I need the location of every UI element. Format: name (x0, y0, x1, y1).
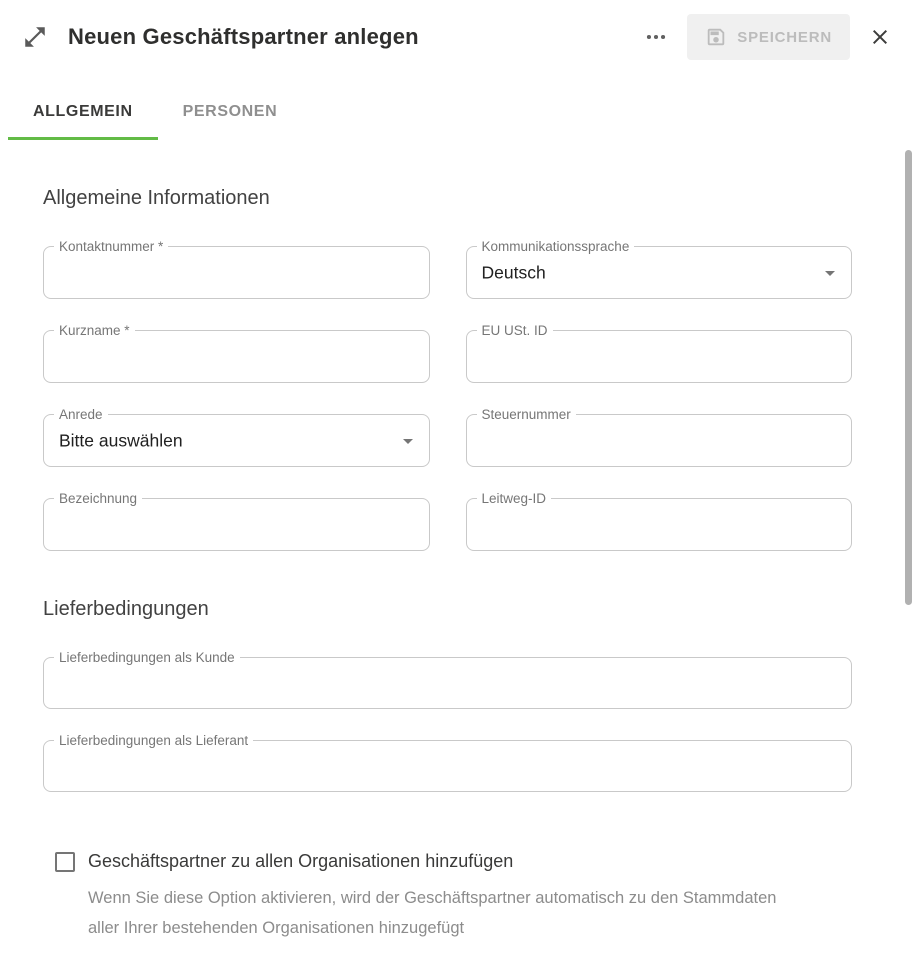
more-options-button[interactable] (639, 20, 673, 54)
add-to-all-organisations-label: Geschäftspartner zu allen Organisationen hinzufügen (88, 851, 514, 871)
bezeichnung-field (43, 491, 430, 551)
leitweg-id-label: Leitweg-ID (477, 490, 552, 507)
tab-personen[interactable]: PERSONEN (158, 88, 303, 140)
open-in-full-icon (22, 24, 48, 50)
expand-dialog-button[interactable] (18, 20, 52, 54)
close-x-icon (868, 25, 892, 49)
page-title: Neuen Geschäftspartner anlegen (68, 24, 419, 49)
caret-down-icon (403, 439, 413, 444)
caret-down-icon (825, 271, 835, 276)
anrede-select[interactable] (43, 407, 430, 467)
kommunikationssprache-value: Deutsch (481, 262, 546, 282)
dialog-content (0, 187, 916, 943)
general-form-grid (43, 239, 852, 551)
eu-ust-id-field (466, 323, 853, 383)
add-to-all-organisations-checkbox-row[interactable] (43, 851, 852, 872)
close-dialog-button[interactable] (864, 21, 896, 53)
leitweg-id-field (466, 491, 853, 551)
steuernummer-label: Steuernummer (477, 406, 576, 423)
scrollbar-thumb[interactable] (905, 150, 912, 605)
anrede-label: Anrede (54, 406, 108, 423)
lieferbedingungen-kunde-field (43, 650, 852, 709)
save-button-label: SPEICHERN (737, 28, 832, 46)
more-horizontal-icon (643, 24, 669, 50)
kurzname-field (43, 323, 430, 383)
add-to-all-organisations-description: Wenn Sie diese Option aktivieren, wird der Geschäftspartner automatisch zu den Stammdaten aller Ihrer bestehenden Organisationen hinzugefügt (88, 889, 777, 937)
section-heading-lieferbedingungen: Lieferbedingungen (43, 598, 209, 620)
organisation-option-block (43, 851, 852, 943)
anrede-value: Bitte auswählen (59, 430, 183, 450)
tab-bar (0, 88, 916, 140)
bezeichnung-label: Bezeichnung (54, 490, 142, 507)
kontaktnummer-label: Kontaktnummer * (54, 238, 168, 255)
lieferbedingungen-kunde-label: Lieferbedingungen als Kunde (54, 649, 240, 666)
save-button[interactable] (687, 14, 850, 60)
lieferbedingungen-lieferant-label: Lieferbedingungen als Lieferant (54, 732, 253, 749)
eu-ust-id-label: EU USt. ID (477, 322, 553, 339)
dialog-header (0, 0, 916, 72)
checkbox-unchecked-icon[interactable] (55, 852, 75, 872)
kurzname-label: Kurzname * (54, 322, 135, 339)
kommunikationssprache-select[interactable] (466, 239, 853, 299)
section-heading-allgemeine-informationen: Allgemeine Informationen (43, 187, 270, 209)
floppy-disk-icon (705, 26, 727, 48)
kontaktnummer-field (43, 239, 430, 299)
lieferbedingungen-lieferant-field (43, 733, 852, 792)
tab-allgemein[interactable]: ALLGEMEIN (8, 88, 158, 140)
kommunikationssprache-label: Kommunikationssprache (477, 238, 635, 255)
steuernummer-field (466, 407, 853, 467)
